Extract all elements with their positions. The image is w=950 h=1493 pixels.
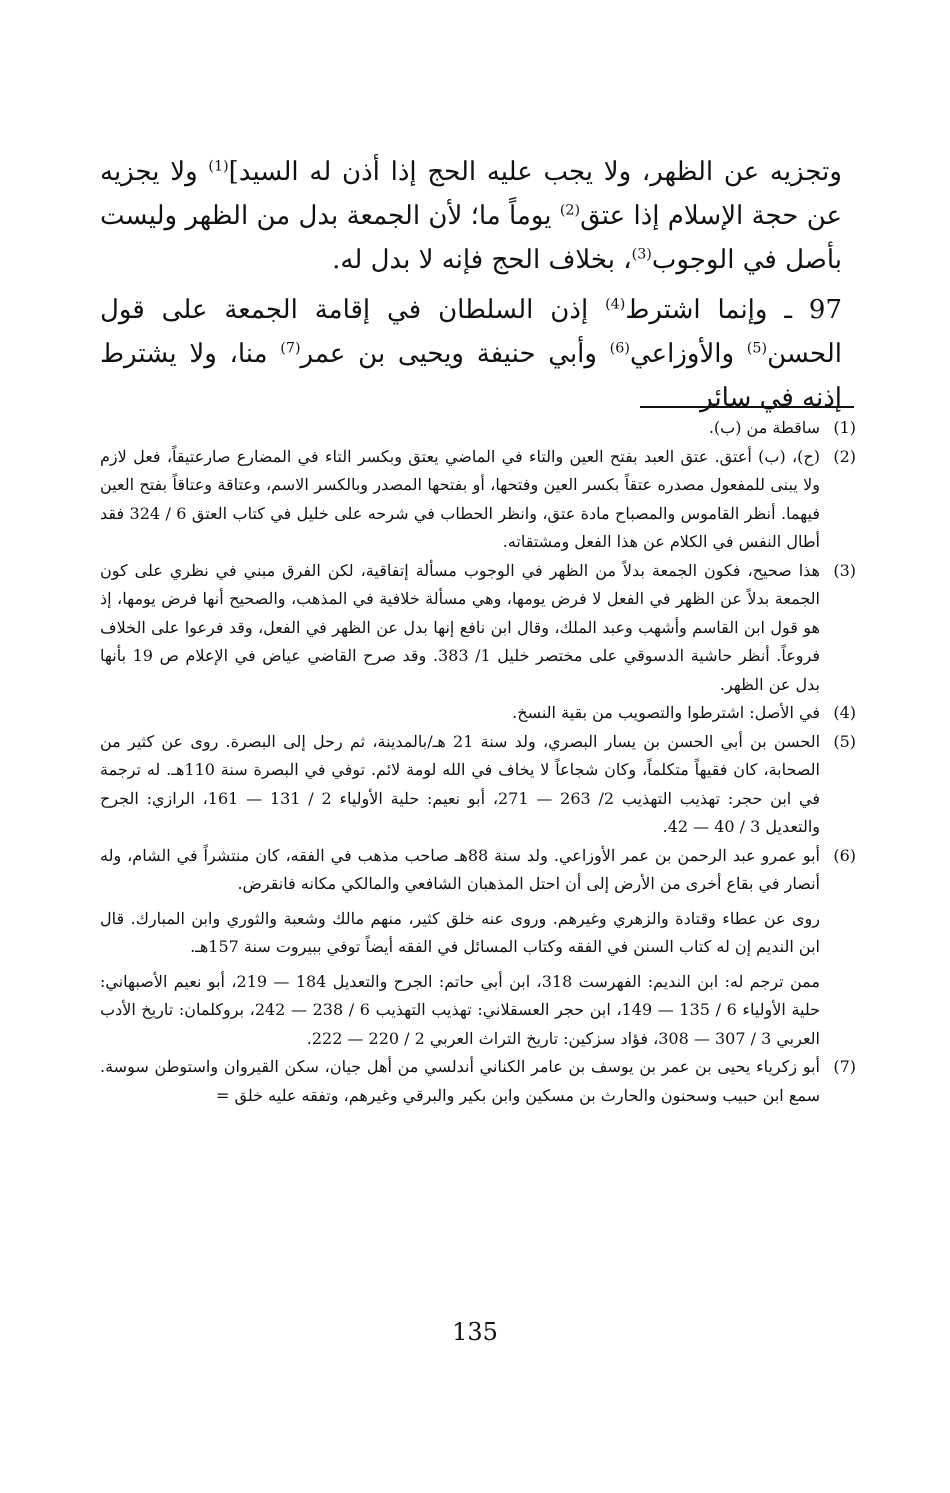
footnote-text: في الأصل: اشترطوا والتصويب من بقية النسخ. [512, 703, 820, 722]
footnote-text: (ح)، (ب) أعتق. عتق العبد بفتح العين والتاء في الماضي يعتق وبكسر التاء في المضارع صارعتيقاً، فعل لازم ولا يبنى للمفعول مصدره عتقاً بكسر العين وفتحها، أو بفتحها المصدر وبالكسر الاسم، وعتاقة وعتاقاً بفتح العين فيهما. أنظر القاموس والمصباح مادة عتق، وانظر الحطاب في شرحه على خليل في كتاب العتق 6 / 324 فقد أطال النفس في الكلام عن هذا الفعل ومشتقاته. [100, 446, 821, 551]
footnote-ref-2[interactable]: (2) [559, 202, 581, 219]
footnote-2 [100, 443, 856, 557]
footnote-1 [100, 414, 856, 443]
main-text [100, 150, 842, 420]
main-text-segment: يوماً ما؛ لأن الجمعة بدل من الظهر وليست بأصل في [100, 201, 842, 275]
main-text-segment: وتجزيه عن الظهر، ولا يجب عليه الحج إذا أذن له السيد] [228, 157, 842, 187]
page-number: 135 [452, 1318, 498, 1346]
footnote-ref-7[interactable]: (7) [280, 340, 301, 357]
footnote-text: الحسن بن أبي الحسن بن يسار البصري، ولد سنة 21 هـ/بالمدينة، ثم رحل إلى البصرة. روى عن كثير من الصحابة، كان فقيهاً متكلماً، وكان شجاعاً لا يخاف في الله لومة لائم. توفي في البصرة سنة 110هـ. له ترجمة في ابن حجر: تهذيب التهذيب 2/ 263 — 271، أبو نعيم: حلية الأولياء 2 / 131 — 161، الرازي: الجرح والتعديل 3 / 40 — 42. [100, 731, 821, 836]
footnote-number: (3) [833, 560, 856, 580]
footnote-ref-6[interactable]: (6) [609, 340, 630, 357]
footnote-ref-1[interactable]: (1) [208, 158, 229, 175]
footnote-text: أبو عمرو عبد الرحمن بن عمر الأوزاعي. ولد سنة 88هـ صاحب مذهب في الفقه، كان منتشراً في الشام، وله أنصار في بقاع أخرى من الأرض إلى أن احتل المذهبان الشافعي والمالكي مكانه فانقرض. [100, 845, 821, 893]
main-paragraph-97 [100, 288, 842, 420]
main-text-segment: والأوزاعي [629, 339, 735, 369]
main-paragraph-continuation [100, 150, 842, 282]
footnote-ref-4[interactable]: (4) [605, 296, 626, 313]
main-text-segment: ولا يجزيه عن [100, 157, 842, 231]
main-text-segment: وأبي حنيفة ويحيى بن عمر [300, 339, 610, 369]
footnote-6 [100, 842, 856, 899]
footnote-6-sources: ممن ترجم له: ابن النديم: الفهرست 318، ابن أبي حاتم: الجرح والتعديل 184 — 219، أبو نعيم الأصبهاني: حلية الأولياء 6 / 135 — 149، ابن حجر العسقلاني: تهذيب التهذيب 6 / 238 — 242، بروكلمان: تاريخ الأدب العربي 3 / 307 — 308، فؤاد سزكين: تاريخ التراث العربي 2 / 220 — 222. [100, 971, 821, 1048]
footnote-5 [100, 728, 856, 842]
footnote-4 [100, 699, 856, 728]
footnote-divider [640, 406, 854, 408]
paragraph-number: 97 [808, 295, 842, 325]
footnote-7 [100, 1053, 856, 1110]
footnote-ref-5[interactable]: (5) [746, 340, 768, 357]
main-text-segment: ، بخلاف الحج فإنه لا بدل له. [332, 245, 632, 275]
footnote-3 [100, 557, 856, 700]
footnote-ref-3[interactable]: (3) [631, 246, 652, 263]
footnote-text: ساقطة من (ب). [708, 418, 820, 437]
main-text-segment: ـ وإنما اشترط [625, 295, 809, 325]
footnote-6-continuation: روى عن عطاء وقتادة والزهري وغيرهم. وروى عنه خلق كثير، منهم مالك وشعبة والثوري وابن المبارك. قال ابن النديم إن له كتاب السنن في الفقه وكتاب المسائل في الفقه أيضاً توفي ببيروت سنة 157هـ. [100, 908, 820, 956]
main-text-segment: حجة الإسلام إذا عتق [580, 201, 799, 231]
footnote-number: (7) [833, 1057, 856, 1076]
footnote-text: هذا صحيح، فكون الجمعة بدلاً من الظهر في الوجوب مسألة إتفاقية، لكن الفرق مبني في نظري على كون الجمعة بدلاً عن الظهر في الفعل لا فرض يومها، وهي مسألة خلافية في المذهب، والصحيح أنها فرض يومها، إذ هو قول ابن القاسم وأشهب وعبد الملك، وقال ابن نافع إنها بدل عن الظهر في الفعل، وقد فرعوا على الخلاف فروعاً. أنظر حاشية الدسوقي على مختصر خليل 1/ 383. وقد صرح القاضي عياض في الإعلام ص 19 بأنها بدل عن الظهر. [100, 560, 821, 694]
footnote-number: (5) [833, 731, 856, 751]
footnotes [100, 414, 856, 1110]
footnote-number: (2) [833, 446, 856, 466]
footnote-number: (4) [833, 703, 856, 722]
footnote-number: (6) [833, 845, 856, 865]
main-text-segment: منا، ولا يشترط إذنه في سائر [100, 339, 842, 413]
main-text-segment: الوجوب [651, 245, 735, 275]
footnote-text: أبو زكرياء يحيى بن عمر بن يوسف بن عامر الكناني أندلسي من أهل جيان، سكن القيروان واستوطن سوسة. سمع ابن حبيب وسحنون والحارث بن مسكين وابن بكير والبرقي وغيرهم، وتفقه عليه خلق = [100, 1057, 820, 1105]
main-text-segment: إذن السلطان في إقامة الجمعة على قول الحسن [100, 295, 842, 369]
footnote-number: (1) [833, 418, 856, 437]
